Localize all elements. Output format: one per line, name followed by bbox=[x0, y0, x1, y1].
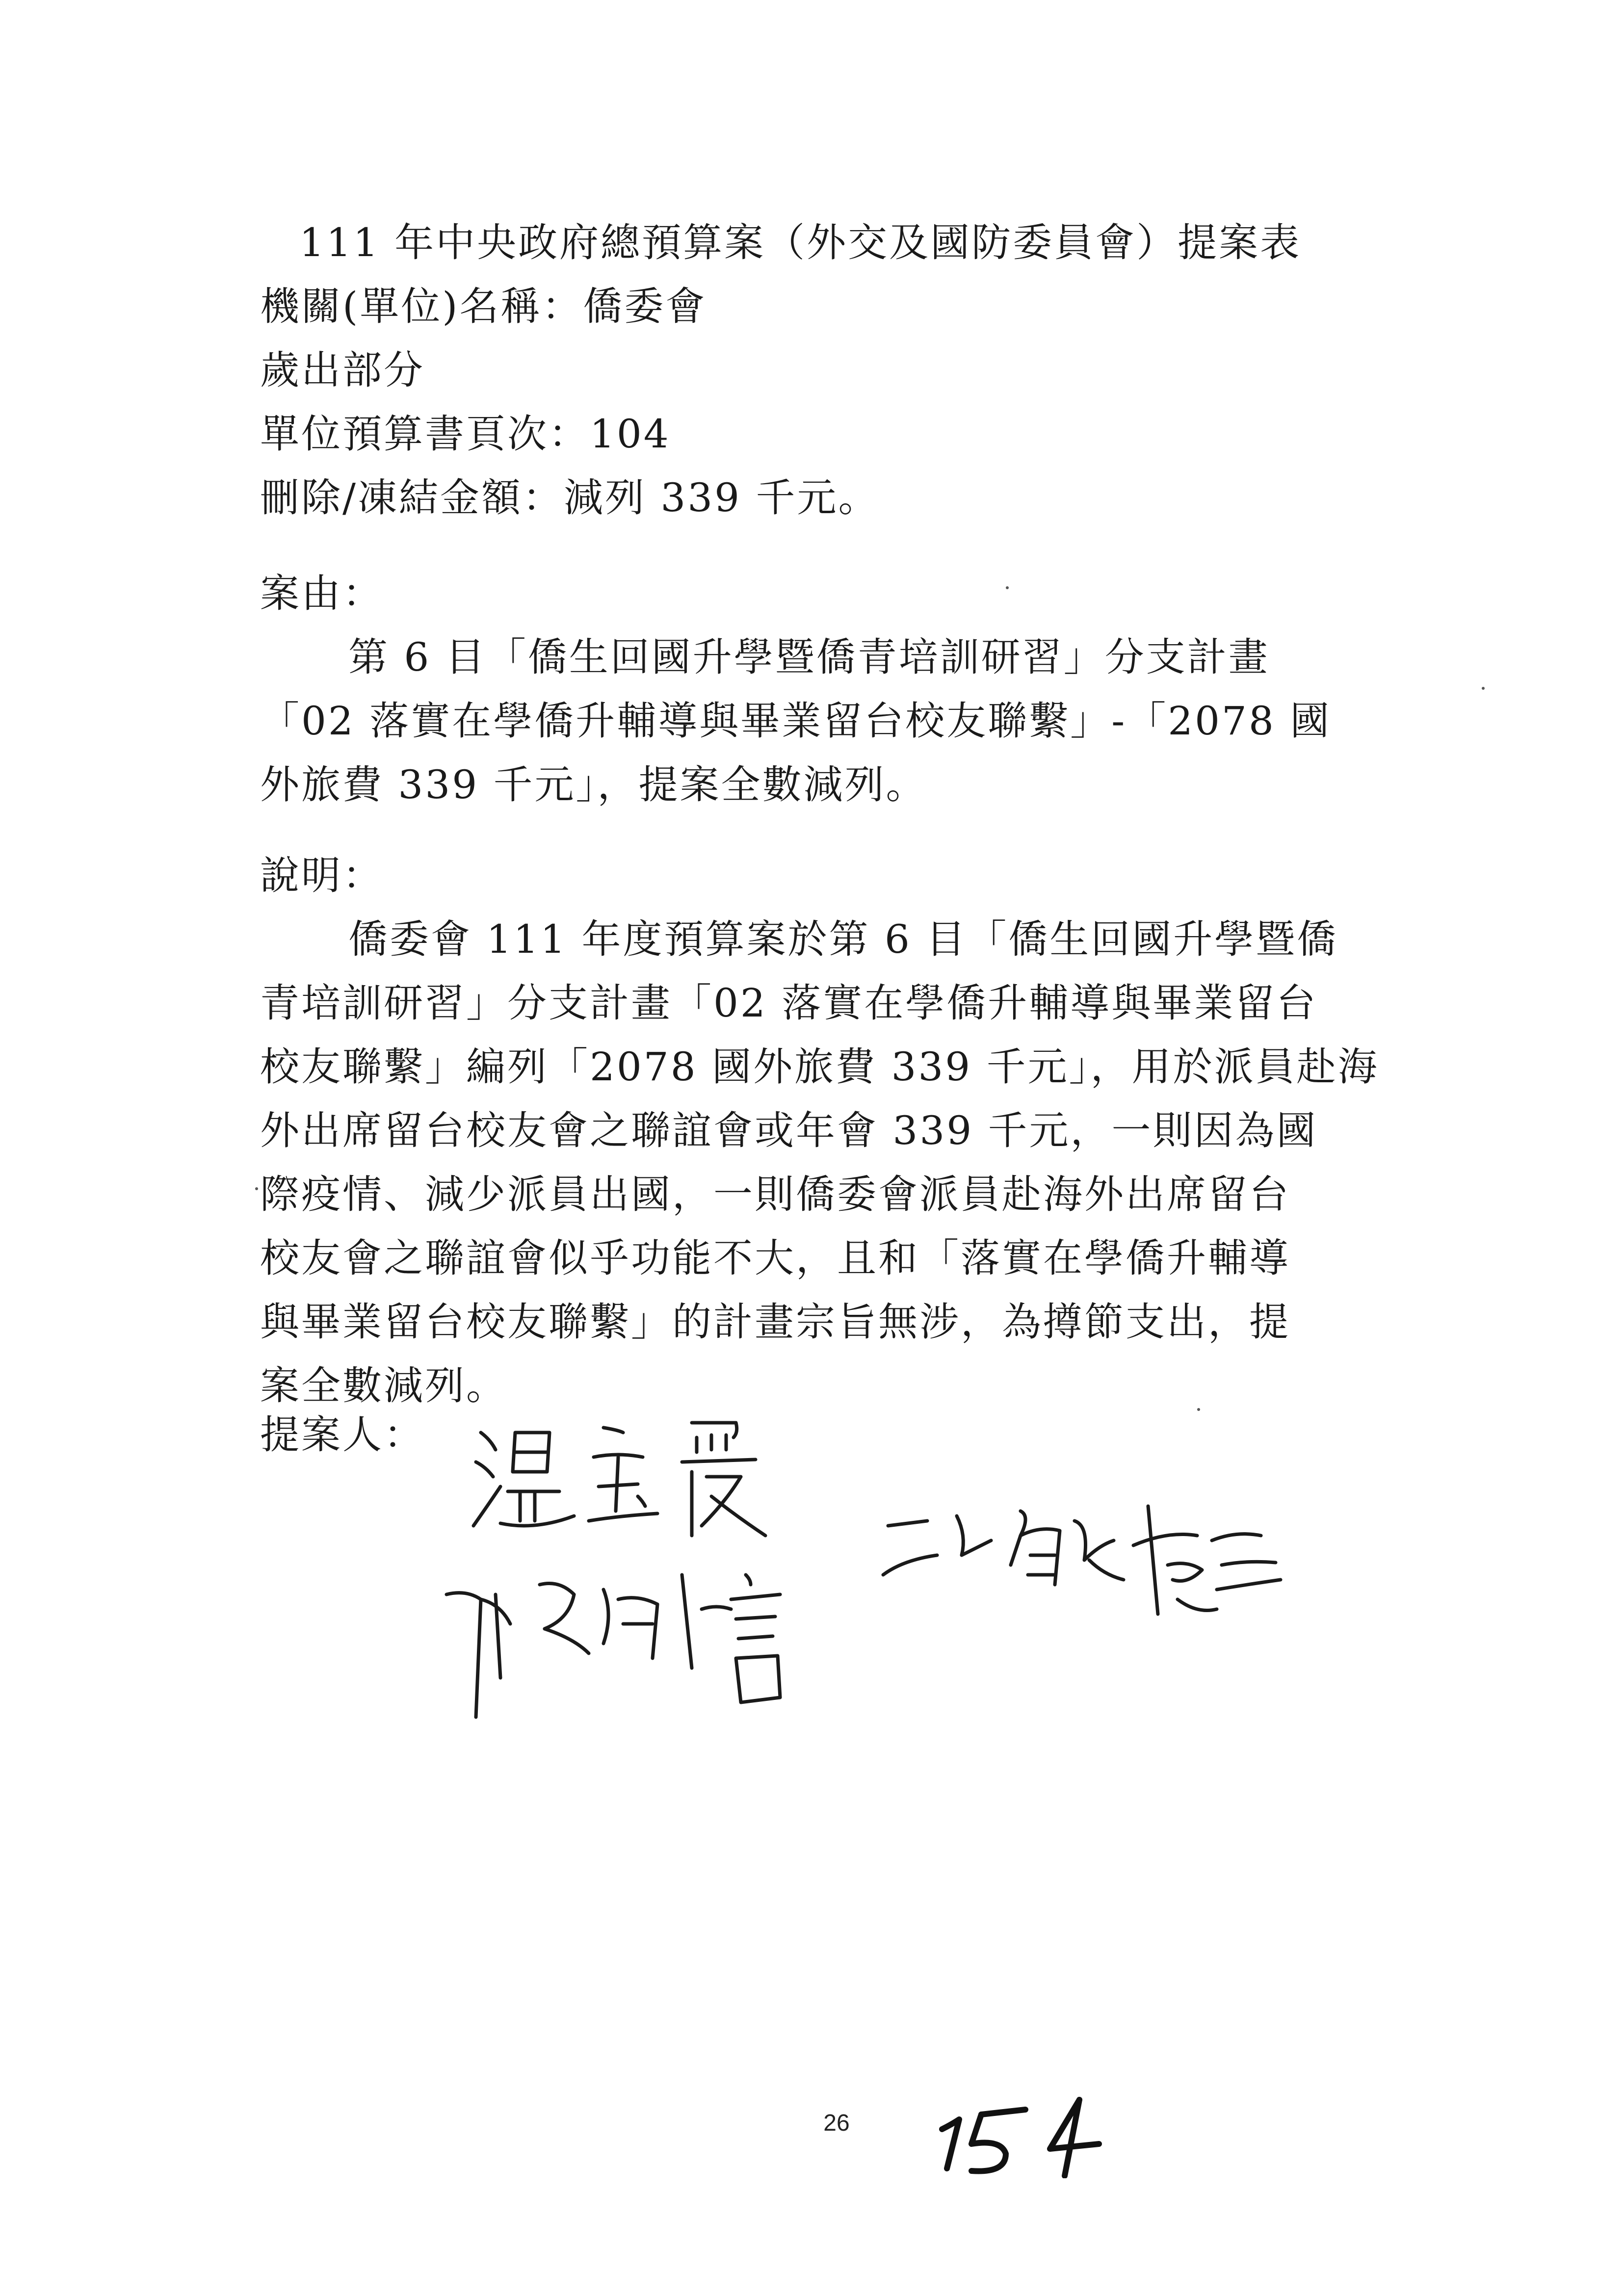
description-line: 與畢業留台校友聯繫」的計畫宗旨無涉，為撙節支出，提 bbox=[260, 1299, 1290, 1345]
reason-line: 「02 落實在學僑升輔導與畢業留台校友聯繫」-「2078 國 bbox=[260, 698, 1332, 744]
amount-line bbox=[260, 466, 1398, 530]
reason-label-text: 案由： bbox=[260, 571, 384, 616]
scan-speck bbox=[1197, 1408, 1200, 1411]
description-label-text: 說明： bbox=[260, 853, 384, 898]
reason-line: 第 6 目「僑生回國升學暨僑青培訓研習」分支計畫 bbox=[348, 634, 1270, 680]
signature-3 bbox=[427, 1555, 868, 1732]
proposer-label-text: 提案人： bbox=[260, 1412, 425, 1458]
budget-page-line bbox=[260, 402, 1398, 466]
description-line: 案全數減列。 bbox=[260, 1363, 507, 1409]
description-line: 校友會之聯誼會似乎功能不大，且和「落實在學僑升輔導 bbox=[260, 1235, 1290, 1281]
description-line: 青培訓研習」分支計畫「02 落實在學僑升輔導與畢業留台 bbox=[260, 980, 1318, 1026]
page-number: 26 bbox=[823, 2110, 850, 2136]
description-paragraph bbox=[260, 908, 1398, 1418]
section-line bbox=[260, 339, 1398, 402]
proposer-heading bbox=[260, 1403, 1398, 1467]
agency-line bbox=[260, 275, 1398, 339]
scan-speck bbox=[1006, 586, 1009, 589]
signature-2 bbox=[873, 1487, 1295, 1644]
handwritten-page-number bbox=[932, 2090, 1109, 2178]
reason-paragraph bbox=[260, 626, 1398, 817]
description-line: 校友聯繫」編列「2078 國外旅費 339 千元」，用於派員赴海 bbox=[260, 1044, 1379, 1090]
signature-1 bbox=[461, 1403, 814, 1550]
section-text: 歲出部分 bbox=[260, 347, 425, 393]
reason-line: 外旅費 339 千元」，提案全數減列。 bbox=[260, 762, 927, 808]
title-text: 111 年中央政府總預算案（外交及國防委員會）提案表 bbox=[299, 220, 1302, 265]
description-line: 際疫情、減少派員出國，一則僑委會派員赴海外出席留台 bbox=[260, 1172, 1290, 1217]
amount-text: 刪除/凍結金額：減列 339 千元。 bbox=[260, 475, 880, 521]
budget-page-text: 單位預算書頁次：104 bbox=[260, 411, 671, 457]
description-heading bbox=[260, 844, 1398, 908]
scan-speck bbox=[255, 1187, 258, 1190]
agency-text: 機關(單位)名稱：僑委會 bbox=[260, 284, 707, 329]
description-line: 僑委會 111 年度預算案於第 6 目「僑生回國升學暨僑 bbox=[348, 916, 1338, 962]
document-title bbox=[299, 211, 1438, 275]
reason-heading bbox=[260, 562, 1398, 626]
scan-speck bbox=[1482, 687, 1485, 690]
description-line: 外出席留台校友會之聯誼會或年會 339 千元，一則因為國 bbox=[260, 1108, 1318, 1153]
